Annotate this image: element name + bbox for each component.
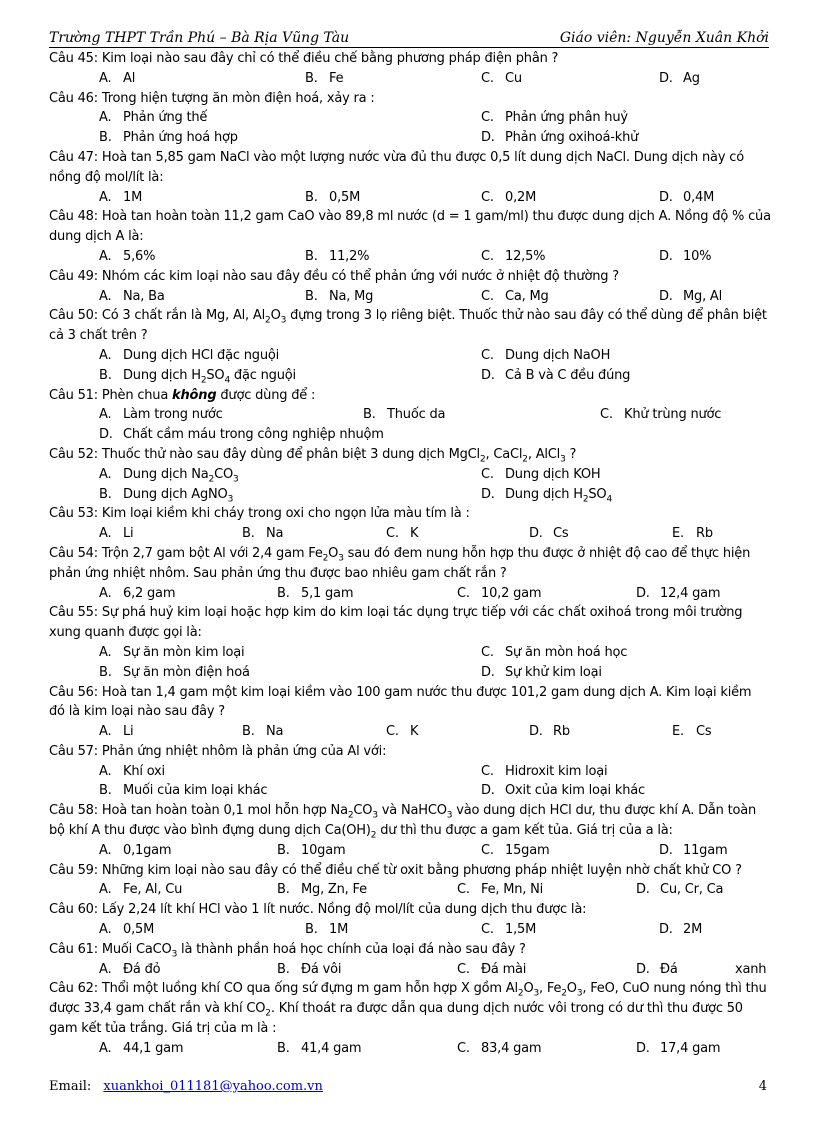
question-53: Câu 53: Kim loại kiềm khi cháy trong oxi cho ngọn lửa màu tím là : xyxy=(49,506,470,522)
options-48 xyxy=(49,247,771,267)
teacher-name: Giáo viên: Nguyễn Xuân Khởi xyxy=(559,30,769,46)
option-a: A. Na, Ba xyxy=(99,288,165,304)
option-a: A. Phản ứng thế xyxy=(99,110,208,126)
option-d: D. Cu, Cr, Ca xyxy=(636,882,724,898)
option-b: B. Na, Mg xyxy=(305,288,374,304)
option-c: C. 83,4 gam xyxy=(457,1040,542,1056)
options-52-row2 xyxy=(49,485,771,505)
options-57-row2 xyxy=(49,781,771,801)
school-name: Trường THPT Trần Phú – Bà Rịa Vũng Tàu xyxy=(49,30,350,46)
options-57-row1 xyxy=(49,762,771,782)
email-link[interactable]: xuankhoi_011181@yahoo.com.vn xyxy=(103,1079,323,1094)
option-b: B. Mg, Zn, Fe xyxy=(277,882,367,898)
question-48: Câu 48: Hoà tan hoàn toàn 11,2 gam CaO vào 89,8 ml nước (d = 1 gam/ml) thu được dung dịch A. Nồng độ % của dung dịch A là: xyxy=(49,209,771,245)
options-50-row2 xyxy=(49,366,771,386)
option-c: C. Hidroxit kim loại xyxy=(481,763,608,779)
option-d: D. Oxit của kim loại khác xyxy=(481,783,645,799)
question-54: Câu 54: Trộn 2,7 gam bột Al với 2,4 gam $Fe_2O_3$ sau đó đem nung hỗn hợp thu được ở nhiệt độ cao để thực hiện phản ứng nhiệt nhôm. Sau phản ứng thu được bao nhiêu gam chất rắn ? xyxy=(49,545,751,581)
option-a: A. Al xyxy=(99,70,136,86)
option-d: D. Mg, Al xyxy=(659,288,723,304)
option-a: A. 5,6% xyxy=(99,248,156,264)
option-a: A. Li xyxy=(99,724,134,740)
question-45: Câu 45: Kim loại nào sau đây chỉ có thể điều chế bằng phương pháp điện phân ? xyxy=(49,51,559,66)
option-b: B. Đá vôi xyxy=(277,961,342,977)
options-51-row1 xyxy=(49,405,771,425)
page-header xyxy=(49,30,769,48)
question-55: Câu 55: Sự phá huỷ kim loại hoặc hợp kim do kim loại tác dụng trực tiếp với các chất oxihoá trong môi trường xung quanh được gọi là: xyxy=(49,605,743,641)
option-d: D. Sự khử kim loại xyxy=(481,664,602,680)
option-b: B. Dung dịch $H_2SO_4$ đặc nguội xyxy=(99,367,296,386)
question-57: Câu 57: Phản ứng nhiệt nhôm là phản ứng của Al với: xyxy=(49,743,387,759)
option-b: B. 1M xyxy=(305,922,349,938)
option-b: B. Dung dịch AgNO$_3$ xyxy=(99,486,234,505)
options-56 xyxy=(49,722,771,742)
option-a: A. Li xyxy=(99,526,134,542)
question-62: Câu 62: Thổi một luồng khí CO qua ống sứ đựng m gam hỗn hợp X gồm $Al_2O_3$, $Fe_2O_3$, FeO, CuO nung nóng thì thu được 33,4 gam chất rắn và khí $CO_2$. Khí thoát ra được dẫn qua dung dịch nước vôi trong có dư thì thu được 50 gam kết tủa trắng. Giá trị của m là : xyxy=(49,981,767,1037)
option-e: E. Cs xyxy=(672,724,712,740)
question-58: Câu 58: Hoà tan hoàn toàn 0,1 mol hỗn hợp $Na_2CO_3$ và NaHCO$_3$ vào dung dịch HCl dư, thu được khí A. Dẫn toàn bộ khí A thu được vào bình đựng dung dịch $Ca(OH)_2$ dư thì thu được a gam kết tủa. Giá trị của a là: xyxy=(49,803,757,841)
option-d: D. Dung dịch $H_2SO_4$ xyxy=(481,486,612,505)
option-a: A. 0,1gam xyxy=(99,842,172,858)
option-b: B. Fe xyxy=(305,70,344,86)
options-46-row2 xyxy=(49,128,771,148)
options-53 xyxy=(49,524,771,544)
options-46-row1 xyxy=(49,108,771,128)
page-footer xyxy=(49,1079,769,1094)
option-c: C. Phản ứng phân huỷ xyxy=(481,110,628,126)
options-55-row2 xyxy=(49,663,771,683)
option-d: D. Ag xyxy=(659,70,700,86)
question-59: Câu 59: Những kim loại nào sau đây có thể điều chế từ oxit bằng phương pháp nhiệt luyện nhờ chất khử CO ? xyxy=(49,862,742,878)
option-c: C. 12,5% xyxy=(481,248,546,264)
options-62 xyxy=(49,1039,771,1059)
option-e: E. Rb xyxy=(672,526,713,542)
option-b: B. 10gam xyxy=(277,842,346,858)
options-49 xyxy=(49,287,771,307)
option-d: D. Chất cầm máu trong công nghiệp nhuộm xyxy=(99,427,384,443)
question-49: Câu 49: Nhóm các kim loại nào sau đây đều có thể phản ứng với nước ở nhiệt độ thường ? xyxy=(49,268,619,284)
option-b: B. 11,2% xyxy=(305,248,370,264)
option-a: A. Đá đỏ xyxy=(99,961,161,977)
options-55-row1 xyxy=(49,643,771,663)
question-47: Câu 47: Hoà tan 5,85 gam NaCl vào một lượng nước vừa đủ thu được 0,5 lít dung dịch NaCl. Dung dịch này có nồng độ mol/lít là: xyxy=(49,149,744,185)
option-a: A. Sự ăn mòn kim loại xyxy=(99,644,245,660)
option-a: A. Dung dịch $Na_2CO_3$ xyxy=(99,466,239,485)
option-d: D. 17,4 gam xyxy=(636,1040,721,1056)
option-d: D. Rb xyxy=(529,724,570,740)
email-label: Email: xyxy=(49,1079,92,1094)
option-b: B. 0,5M xyxy=(305,189,361,205)
options-58 xyxy=(49,841,771,861)
option-c: C. Cu xyxy=(481,70,522,86)
option-d-continuation: xanh xyxy=(735,961,767,977)
options-47 xyxy=(49,188,771,208)
option-d: D. 12,4 gam xyxy=(636,585,721,601)
option-d: D. Phản ứng oxihoá-khử xyxy=(481,130,639,146)
option-b: B. 41,4 gam xyxy=(277,1040,362,1056)
option-a: A. 0,5M xyxy=(99,922,155,938)
options-59 xyxy=(49,880,771,900)
option-c: C. K xyxy=(386,526,419,542)
option-a: A. Fe, Al, Cu xyxy=(99,882,183,898)
question-60: Câu 60: Lấy 2,24 lít khí HCl vào 1 lít nước. Nồng độ mol/lít của dung dịch thu được là: xyxy=(49,902,587,918)
option-c: C. 1,5M xyxy=(481,922,537,938)
option-d: D. Đá xyxy=(636,961,678,977)
option-a: A. Dung dịch HCl đặc nguội xyxy=(99,347,280,363)
page-number: 4 xyxy=(758,1079,767,1094)
option-b: B. Thuốc da xyxy=(363,407,446,423)
option-b: B. 5,1 gam xyxy=(277,585,354,601)
question-61: Câu 61: Muối CaCO$_3$ là thành phần hoá học chính của loại đá nào sau đây ? xyxy=(49,941,526,960)
option-a: A. Khí oxi xyxy=(99,763,165,779)
option-d: D. Cả B và C đều đúng xyxy=(481,367,631,383)
option-d: D. 2M xyxy=(659,922,703,938)
option-a: A. 44,1 gam xyxy=(99,1040,184,1056)
options-51-row2 xyxy=(49,425,771,445)
option-a: A. Làm trong nước xyxy=(99,407,223,423)
option-b: B. Phản ứng hoá hợp xyxy=(99,130,238,146)
option-c: C. Dung dịch KOH xyxy=(481,466,601,482)
options-54 xyxy=(49,584,771,604)
option-b: B. Muối của kim loại khác xyxy=(99,783,268,799)
options-52-row1 xyxy=(49,465,771,485)
option-a: A. 1M xyxy=(99,189,143,205)
option-b: B. Na xyxy=(242,724,284,740)
option-c: C. 0,2M xyxy=(481,189,537,205)
option-d: D. 10% xyxy=(659,248,712,264)
question-46: Câu 46: Trong hiện tượng ăn mòn điện hoá, xảy ra : xyxy=(49,90,375,106)
option-c: C. Sự ăn mòn hoá học xyxy=(481,644,628,660)
option-c: C. Đá mài xyxy=(457,961,527,977)
option-b: B. Na xyxy=(242,526,284,542)
option-c: C. K xyxy=(386,724,419,740)
option-d: D. Cs xyxy=(529,526,569,542)
option-c: C. Khử trùng nước xyxy=(600,407,722,423)
option-c: C. Ca, Mg xyxy=(481,288,549,304)
question-56: Câu 56: Hoà tan 1,4 gam một kim loại kiềm vào 100 gam nước thu được 101,2 gam dung dịch A. Kim loại kiềm đó là kim loại nào sau đây ? xyxy=(49,684,752,720)
option-d: D. 0,4M xyxy=(659,189,715,205)
options-50-row1 xyxy=(49,346,771,366)
option-c: C. 15gam xyxy=(481,842,550,858)
question-51: Câu 51: Phèn chua không được dùng để : xyxy=(49,387,316,403)
option-a: A. 6,2 gam xyxy=(99,585,176,601)
option-c: C. Fe, Mn, Ni xyxy=(457,882,544,898)
option-c: C. 10,2 gam xyxy=(457,585,542,601)
question-52: Câu 52: Thuốc thử nào sau đây dùng để phân biệt 3 dung dịch MgCl$_2$, CaCl$_2$, AlCl$_3$ ? xyxy=(49,446,577,465)
option-c: C. Dung dịch NaOH xyxy=(481,347,611,363)
options-61 xyxy=(49,960,771,980)
options-45 xyxy=(49,69,771,89)
question-list xyxy=(49,49,771,1059)
option-d: D. 11gam xyxy=(659,842,728,858)
options-60 xyxy=(49,920,771,940)
question-50: Câu 50: Có 3 chất rắn là Mg, Al, $Al_2O_3$ đựng trong 3 lọ riêng biệt. Thuốc thử nào sau đây có thể dùng để phân biệt cả 3 chất trên ? xyxy=(49,308,767,344)
option-b: B. Sự ăn mòn điện hoá xyxy=(99,664,250,680)
